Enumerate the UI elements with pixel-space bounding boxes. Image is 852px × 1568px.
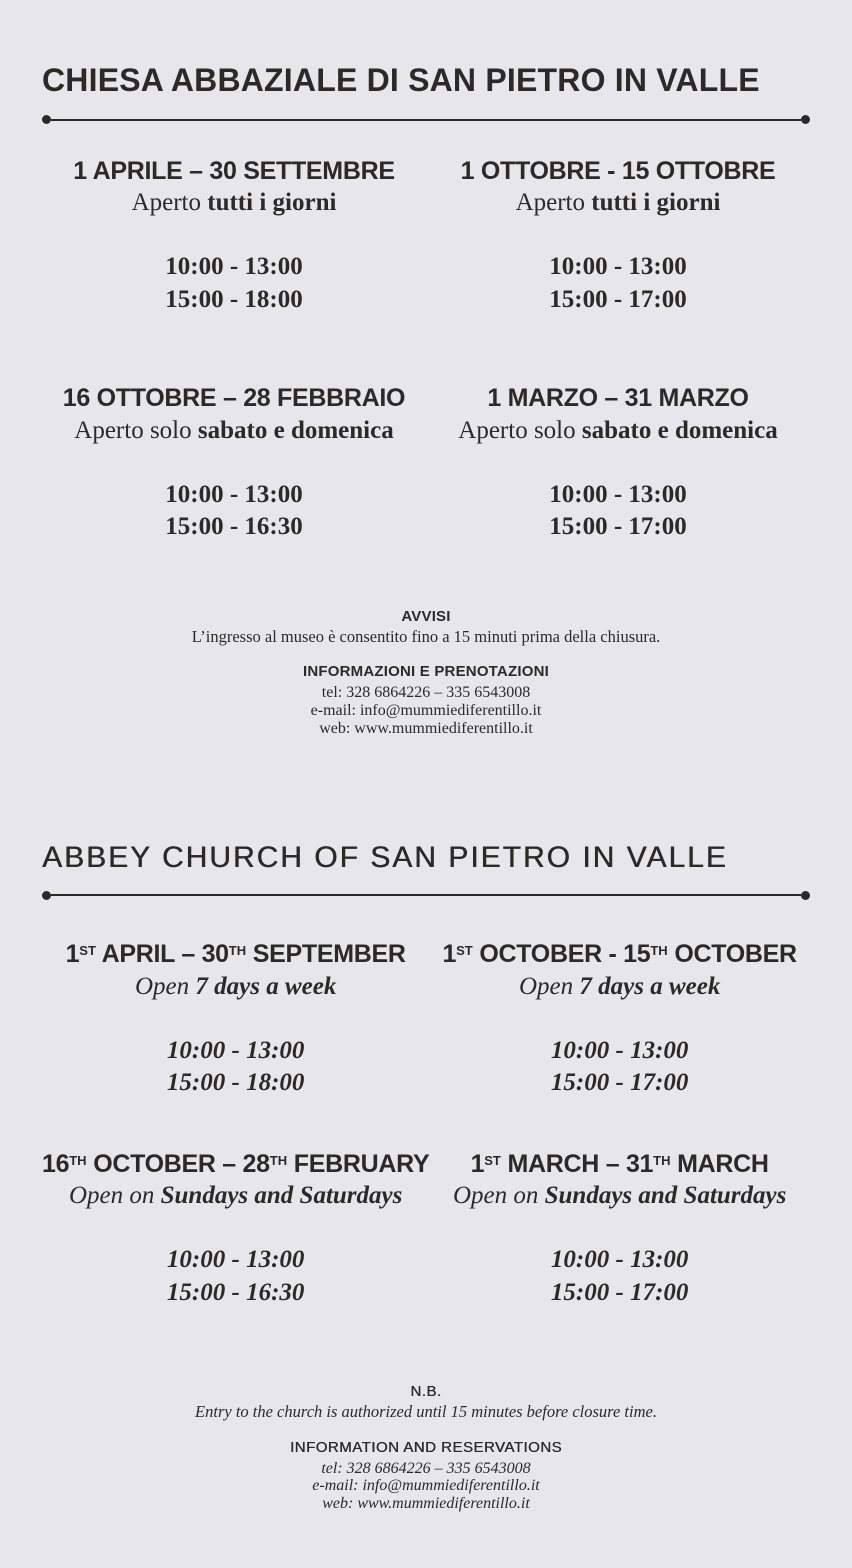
divider-line (51, 894, 801, 896)
schedule-times (429, 1035, 810, 1100)
schedule-note: Open on Sundays and Saturdays (452, 1182, 787, 1210)
divider (42, 890, 810, 900)
schedule-block-march (429, 1150, 810, 1310)
time-row: 10:00 - 13:00 (166, 1246, 305, 1274)
time-row: 10:00 - 13:00 (549, 480, 687, 508)
divider-dot-left (42, 891, 51, 900)
divider-line (51, 119, 801, 121)
divider (42, 115, 810, 125)
schedule-note: Aperto tutti i giorni (131, 189, 337, 217)
contact-info-italian (42, 663, 810, 737)
schedule-times (42, 251, 426, 316)
info-title: INFORMATION AND RESERVATIONS (289, 1438, 563, 1456)
schedule-grid-italian (42, 157, 810, 544)
schedule-note: Open 7 days a week (134, 972, 337, 1000)
schedule-note: Aperto solo sabato e domenica (74, 416, 394, 444)
schedule-times (42, 1035, 429, 1100)
schedule-period: 1 MARZO – 31 MARZO (487, 384, 749, 413)
time-row: 10:00 - 13:00 (550, 1246, 689, 1274)
schedule-block-oct16-feb (42, 384, 426, 544)
notice-text: L’ingresso al museo è consentito fino a 15 minuti prima della chiusura. (191, 626, 661, 646)
schedule-note: Aperto solo sabato e domenica (458, 416, 778, 444)
divider-dot-left (42, 115, 51, 124)
schedule-block-oct1-15 (429, 940, 810, 1100)
time-row: 10:00 - 13:00 (165, 253, 303, 281)
schedule-period: 1ST OCTOBER - 15TH OCTOBER (442, 940, 797, 969)
time-row: 10:00 - 13:00 (550, 1036, 689, 1064)
schedule-period: 16 OTTOBRE – 28 FEBBRAIO (62, 384, 406, 413)
info-line-web: web: www.mummiediferentillo.it (319, 719, 533, 737)
notice-title: N.B. (410, 1383, 442, 1401)
notice-english (42, 1383, 810, 1423)
schedule-block-apr-sep (42, 940, 429, 1100)
schedule-times (42, 1244, 429, 1309)
info-title: INFORMAZIONI E PRENOTAZIONI (303, 663, 549, 681)
schedule-block-oct16-feb (42, 1150, 429, 1310)
schedule-block-march (426, 384, 810, 544)
schedule-period: 1ST MARCH – 31TH MARCH (470, 1149, 769, 1178)
schedule-times (426, 479, 810, 544)
section-english (42, 842, 810, 1514)
schedule-note: Open on Sundays and Saturdays (68, 1182, 403, 1210)
notice-title: AVVISI (401, 607, 451, 625)
time-row: 10:00 - 13:00 (549, 253, 687, 281)
schedule-times (429, 1244, 810, 1309)
time-row: 15:00 - 17:00 (550, 1069, 689, 1097)
time-row: 15:00 - 17:00 (550, 1278, 689, 1306)
time-row: 15:00 - 17:00 (549, 513, 687, 541)
time-row: 15:00 - 17:00 (549, 285, 687, 313)
info-line-email: e-mail: info@mummiediferentillo.it (310, 701, 542, 719)
section-italian (42, 0, 810, 738)
divider-dot-right (801, 891, 810, 900)
schedule-period: 16TH OCTOBER – 28TH FEBRUARY (42, 1149, 430, 1178)
notice-italian (42, 608, 810, 648)
notice-text: Entry to the church is authorized until 15 minutes before closure time. (195, 1402, 657, 1422)
schedule-block-apr-sep (42, 157, 426, 317)
schedule-period: 1ST APRIL – 30TH SEPTEMBER (65, 940, 406, 969)
schedule-period: 1 APRILE – 30 SETTEMBRE (73, 156, 395, 185)
info-line-tel: tel: 328 6864226 – 335 6543008 (321, 1459, 531, 1477)
section-title-italian: CHIESA ABBAZIALE DI SAN PIETRO IN VALLE (42, 62, 760, 98)
schedule-period: 1 OTTOBRE - 15 OTTOBRE (460, 156, 776, 185)
contact-info-english (42, 1439, 810, 1513)
info-line-email: e-mail: info@mummiediferentillo.it (312, 1477, 540, 1495)
schedule-block-oct1-15 (426, 157, 810, 317)
section-title-english: ABBEY CHURCH OF SAN PIETRO IN VALLE (42, 840, 728, 874)
divider-dot-right (801, 115, 810, 124)
time-row: 15:00 - 16:30 (166, 1278, 305, 1306)
schedule-grid-english (42, 940, 810, 1309)
schedule-times (426, 251, 810, 316)
time-row: 15:00 - 18:00 (166, 1069, 305, 1097)
info-line-web: web: www.mummiediferentillo.it (322, 1495, 530, 1513)
schedule-note: Open 7 days a week (518, 972, 721, 1000)
time-row: 10:00 - 13:00 (166, 1036, 305, 1064)
time-row: 15:00 - 16:30 (165, 513, 303, 541)
info-line-tel: tel: 328 6864226 – 335 6543008 (321, 683, 531, 701)
schedule-times (42, 479, 426, 544)
time-row: 15:00 - 18:00 (165, 285, 303, 313)
time-row: 10:00 - 13:00 (165, 480, 303, 508)
schedule-note: Aperto tutti i giorni (515, 189, 721, 217)
